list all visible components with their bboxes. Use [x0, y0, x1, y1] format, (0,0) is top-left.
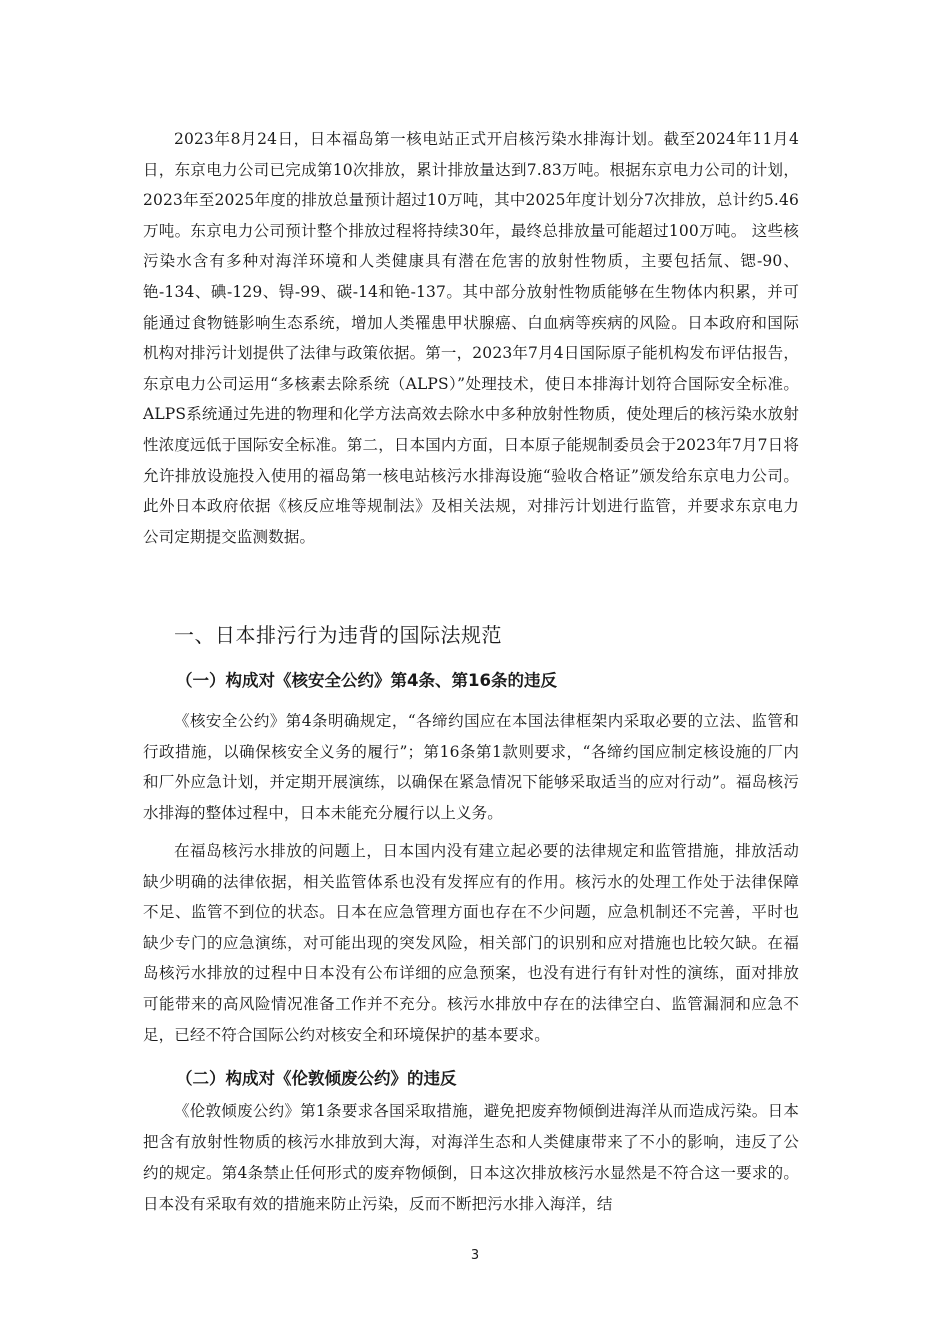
nuclear-safety-paragraph-1: 《核安全公约》第4条明确规定，“各缔约国应在本国法律框架内采取必要的立法、监管和行政措施，以确保核安全义务的履行”；第16条第1款则要求，“各缔约国应制定核设施的厂内和厂外应急计划，并定期开展演练，以确保在紧急情况下能够采取适当的应对行动”。福岛核污水排海的整体过程中，日本未能充分履行以上义务。 — [143, 712, 799, 822]
london-convention-paragraph: 《伦敦倾废公约》第1条要求各国采取措施，避免把废弃物倾倒进海洋从而造成污染。日本把含有放射性物质的核污水排放到大海，对海洋生态和人类健康带来了不小的影响，违反了公约的规定。第4条禁止任何形式的废弃物倾倒，日本这次排放核污水显然是不符合这一要求的。日本没有采取有效的措施来防止污染，反而不断把污水排入海洋，结 — [143, 1102, 799, 1213]
page-number: 3 — [470, 1248, 480, 1263]
subsection-heading-london-convention: （二）构成对《伦敦倾废公约》的违反 — [176, 1069, 457, 1088]
subsection-heading-nuclear-safety: （一）构成对《核安全公约》第4条、第16条的违反 — [176, 671, 557, 690]
nuclear-safety-paragraph-2: 在福岛核污水排放的问题上，日本国内没有建立起必要的法律规定和监管措施，排放活动缺少明确的法律依据，相关监管体系也没有发挥应有的作用。核污水的处理工作处于法律保障不足、监管不到位的状态。日本在应急管理方面也存在不少问题，应急机制还不完善，平时也缺少专门的应急演练，对可能出现的突发风险，相关部门的识别和应对措施也比较欠缺。在福岛核污水排放的过程中日本没有公布详细的应急预案，也没有进行有针对性的演练，面对排放可能带来的高风险情况准备工作并不充分。核污水排放中存在的法律空白、监管漏洞和应急不足，已经不符合国际公约对核安全和环境保护的基本要求。 — [143, 842, 799, 1044]
section-heading: 一、日本排污行为违背的国际法规范 — [174, 623, 502, 647]
intro-paragraph: 2023年8月24日，日本福岛第一核电站正式开启核污染水排海计划。截至2024年11月4日，东京电力公司已完成第10次排放，累计排放量达到7.83万吨。根据东京电力公司的计划，2023年至2025年度的排放总量预计超过10万吨，其中2025年度计划分7次排放，总计约5.46万吨。东京电力公司预计整个排放过程将持续30年，最终总排放量可能超过100万吨。 这些核污染水含有多种对海洋环境和人类健康具有潜在危害的放射性物质，主要包括氚、锶-90、铯-134、碘-129、锝-99、碳-14和铯-137。其中部分放射性物质能够在生物体内积累，并可能通过食物链影响生态系统，增加人类罹患甲状腺癌、白血病等疾病的风险。日本政府和国际机构对排污计划提供了法律与政策依据。第一，2023年7月4日国际原子能机构发布评估报告，东京电力公司运用“多核素去除系统（ALPS）”处理技术，使日本排海计划符合国际安全标准。ALPS系统通过先进的物理和化学方法高效去除水中多种放射性物质，使处理后的核污染水放射性浓度远低于国际安全标准。第二，日本国内方面，日本原子能规制委员会于2023年7月7日将允许排放设施投入使用的福岛第一核电站核污水排海设施“验收合格证”颁发给东京电力公司。此外日本政府依据《核反应堆等规制法》及相关法规，对排污计划进行监管，并要求东京电力公司定期提交监测数据。 — [143, 130, 799, 546]
